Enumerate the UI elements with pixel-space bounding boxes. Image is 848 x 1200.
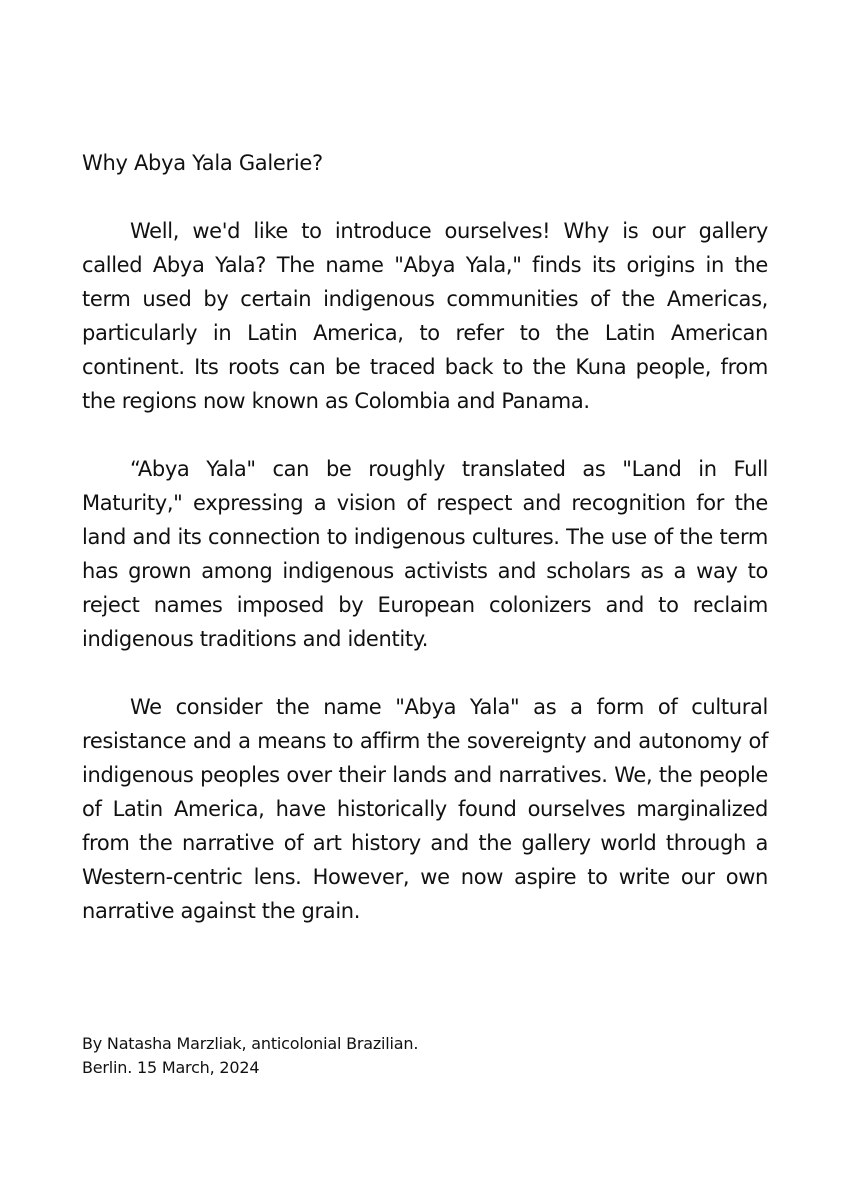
author-line: By Natasha Marzliak, anticolonial Brazilian. <box>82 1034 419 1053</box>
signature-block <box>82 1032 418 1080</box>
paragraph-translation: “Abya Yala" can be roughly translated as "Land in Full Maturity," expressing a vision of respect and recognition for the land and its connection to indigenous cultures. The use of the term has grown among indigenous activists and scholars as a way to reject names imposed by European colonizers and to reclaim indigenous traditions and identity. <box>82 457 768 651</box>
paragraph-introduction: Well, we'd like to introduce ourselves! Why is our gallery called Abya Yala? The name "Abya Yala," finds its origins in the term used by certain indigenous communities of the Americas, particularly in Latin America, to refer to the Latin American continent. Its roots can be traced back to the Kuna people, from the regions now known as Colombia and Panama. <box>82 219 768 413</box>
paragraph-resistance: We consider the name "Abya Yala" as a form of cultural resistance and a means to affirm the sovereignty and autonomy of indigenous peoples over their lands and narratives. We, the people of Latin America, have historically found ourselves marginalized from the narrative of art history and the gallery world through a Western-centric lens. However, we now aspire to write our own narrative against the grain. <box>82 695 768 923</box>
document-body <box>82 146 768 928</box>
place-date: Berlin. 15 March, 2024 <box>82 1058 260 1077</box>
document-title: Why Abya Yala Galerie? <box>82 151 323 175</box>
